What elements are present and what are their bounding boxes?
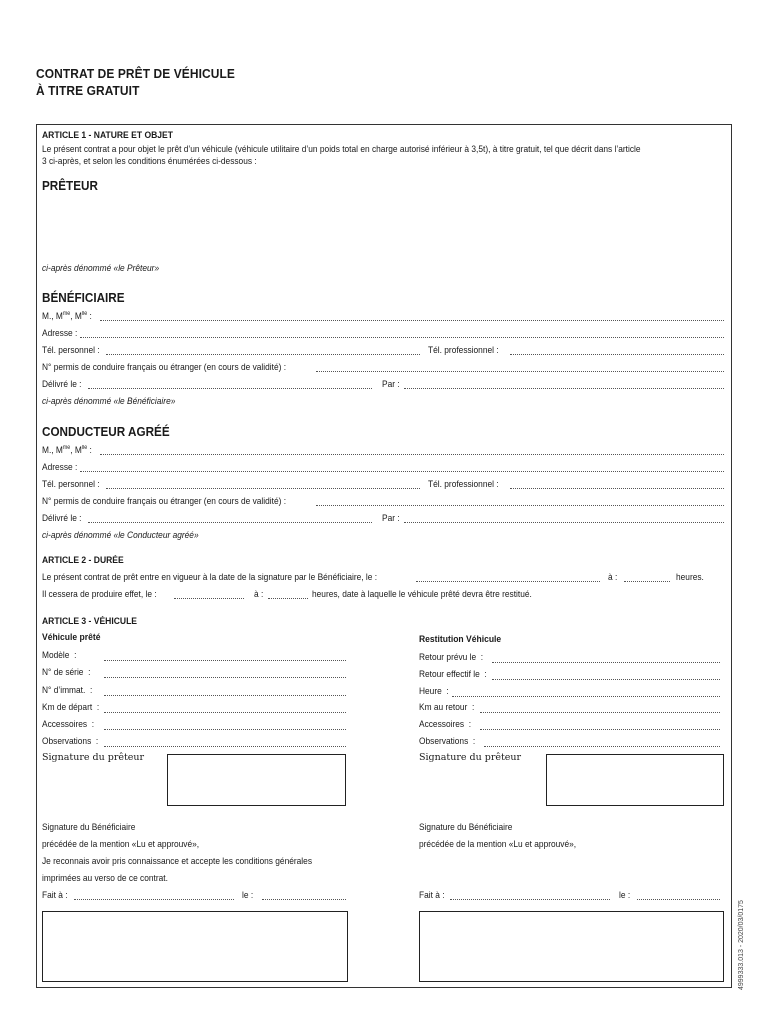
left-preteur-signature-label: Signature du prêteur xyxy=(42,752,145,763)
conducteur-tel-perso-field[interactable] xyxy=(106,488,420,489)
vehicle-km-depart-field[interactable] xyxy=(104,712,346,713)
vehicle-accessoires-field[interactable] xyxy=(104,729,346,730)
restitution-field-label: Retour effectif le : xyxy=(419,669,487,680)
right-beneficiaire-signature-box[interactable] xyxy=(419,911,724,982)
document-title-line2: À TITRE GRATUIT xyxy=(36,83,140,98)
right-le-label: le : xyxy=(619,890,631,901)
article2-line1-a: à : xyxy=(608,572,618,583)
beneficiaire-heading: BÉNÉFICIAIRE xyxy=(42,290,125,305)
beneficiaire-permis-label: N° permis de conduire français ou étranger (en cours de validité) : xyxy=(42,362,287,373)
beneficiaire-tel-pro-label: Tél. professionnel : xyxy=(428,345,499,356)
article2-end-date-field[interactable] xyxy=(174,598,244,599)
restitution-retour-effectif-field[interactable] xyxy=(492,679,720,680)
article2-heading: ARTICLE 2 - DURÉE xyxy=(42,555,124,566)
conducteur-delivre-label: Délivré le : xyxy=(42,513,82,524)
beneficiaire-civility-field[interactable] xyxy=(100,320,724,321)
vehicle-field-label: Observations : xyxy=(42,736,99,747)
left-beneficiaire-sig-line2: précédée de la mention «Lu et approuvé», xyxy=(42,839,200,850)
restitution-retour-prevu-field[interactable] xyxy=(492,662,720,663)
beneficiaire-par-label: Par : xyxy=(382,379,400,390)
preteur-field-area[interactable] xyxy=(42,198,722,258)
article2-line2-a: à : xyxy=(254,589,264,600)
left-preteur-signature-box[interactable] xyxy=(167,754,346,806)
restitution-heading: Restitution Véhicule xyxy=(419,634,502,645)
vehicle-field-label: Km de départ : xyxy=(42,702,100,713)
vehicle-serie-field[interactable] xyxy=(104,677,346,678)
beneficiaire-address-label: Adresse : xyxy=(42,328,78,339)
document-title-line1: CONTRAT DE PRÊT DE VÉHICULE xyxy=(36,66,235,81)
beneficiaire-address-field[interactable] xyxy=(80,337,724,338)
restitution-field-label: Retour prévu le : xyxy=(419,652,484,663)
beneficiaire-permis-field[interactable] xyxy=(316,371,724,372)
conducteur-address-label: Adresse : xyxy=(42,462,78,473)
beneficiaire-tel-perso-label: Tél. personnel : xyxy=(42,345,100,356)
beneficiaire-civility-label: M., $M^{me}$, $M^{lle}$ : xyxy=(42,311,92,323)
restitution-field-label: Km au retour : xyxy=(419,702,475,713)
restitution-observations-field[interactable] xyxy=(484,746,720,747)
restitution-accessoires-field[interactable] xyxy=(480,729,720,730)
conducteur-par-label: Par : xyxy=(382,513,400,524)
restitution-heure-field[interactable] xyxy=(452,696,720,697)
beneficiaire-note: ci-après dénommé «le Bénéficiaire» xyxy=(42,396,176,407)
right-fait-a-field[interactable] xyxy=(450,899,610,900)
preteur-heading: PRÊTEUR xyxy=(42,178,98,193)
right-preteur-signature-label: Signature du prêteur xyxy=(419,752,522,763)
restitution-field-label: Heure : xyxy=(419,686,449,697)
article1-text-2: 3 ci-après, et selon les conditions énumérées ci-dessous : xyxy=(42,156,257,167)
article2-line2-end: heures, date à laquelle le véhicule prêté devra être restitué. xyxy=(312,589,532,600)
left-beneficiaire-sig-line3: Je reconnais avoir pris connaissance et accepte les conditions générales xyxy=(42,856,313,867)
article2-line2-text: Il cessera de produire effet, le : xyxy=(42,589,157,600)
right-preteur-signature-box[interactable] xyxy=(546,754,724,806)
left-beneficiaire-signature-box[interactable] xyxy=(42,911,348,982)
document-reference: 4999333.013 - 2020/03/0175 xyxy=(738,900,745,990)
left-le-label: le : xyxy=(242,890,254,901)
article1-heading: ARTICLE 1 - NATURE ET OBJET xyxy=(42,130,173,141)
conducteur-note: ci-après dénommé «le Conducteur agréé» xyxy=(42,530,199,541)
article2-end-hour-field[interactable] xyxy=(268,598,308,599)
article2-line1-text: Le présent contrat de prêt entre en vigueur à la date de la signature par le Bénéficiaire, le : xyxy=(42,572,378,583)
vehicule-prete-heading: Véhicule prêté xyxy=(42,632,101,643)
beneficiaire-delivre-label: Délivré le : xyxy=(42,379,82,390)
left-beneficiaire-sig-line4: imprimées au verso de ce contrat. xyxy=(42,873,168,884)
conducteur-heading: CONDUCTEUR AGRÉÉ xyxy=(42,424,170,439)
beneficiaire-delivre-field[interactable] xyxy=(88,388,372,389)
left-le-field[interactable] xyxy=(262,899,346,900)
beneficiaire-par-field[interactable] xyxy=(404,388,724,389)
conducteur-tel-perso-label: Tél. personnel : xyxy=(42,479,100,490)
vehicle-modele-field[interactable] xyxy=(104,660,346,661)
restitution-field-label: Observations : xyxy=(419,736,476,747)
vehicle-field-label: N° d’immat. : xyxy=(42,685,93,696)
article2-line1-end: heures. xyxy=(676,572,704,583)
vehicle-field-label: Modèle : xyxy=(42,650,77,661)
right-le-field[interactable] xyxy=(637,899,720,900)
conducteur-civility-field[interactable] xyxy=(100,454,724,455)
vehicle-field-label: N° de série : xyxy=(42,667,91,678)
vehicle-immat-field[interactable] xyxy=(104,695,346,696)
right-fait-a-label: Fait à : xyxy=(419,890,445,901)
article3-heading: ARTICLE 3 - VÉHICULE xyxy=(42,616,138,627)
restitution-km-retour-field[interactable] xyxy=(480,712,720,713)
conducteur-permis-label: N° permis de conduire français ou étranger (en cours de validité) : xyxy=(42,496,287,507)
left-fait-a-label: Fait à : xyxy=(42,890,68,901)
left-beneficiaire-sig-line1: Signature du Bénéficiaire xyxy=(42,822,136,833)
conducteur-tel-pro-label: Tél. professionnel : xyxy=(428,479,499,490)
article1-text-1: Le présent contrat a pour objet le prêt d’un véhicule (véhicule utilitaire d’un poids total en charge autorisé inférieur à 3,5t), à titre gratuit, tel que décrit dans l’article xyxy=(42,144,641,155)
conducteur-address-field[interactable] xyxy=(80,471,724,472)
conducteur-permis-field[interactable] xyxy=(316,505,724,506)
right-beneficiaire-sig-line1: Signature du Bénéficiaire xyxy=(419,822,513,833)
restitution-field-label: Accessoires : xyxy=(419,719,472,730)
conducteur-tel-pro-field[interactable] xyxy=(510,488,724,489)
conducteur-delivre-field[interactable] xyxy=(88,522,372,523)
left-fait-a-field[interactable] xyxy=(74,899,234,900)
preteur-note: ci-après dénommé «le Prêteur» xyxy=(42,263,160,274)
beneficiaire-tel-perso-field[interactable] xyxy=(106,354,420,355)
vehicle-field-label: Accessoires : xyxy=(42,719,95,730)
article2-start-date-field[interactable] xyxy=(416,581,600,582)
beneficiaire-tel-pro-field[interactable] xyxy=(510,354,724,355)
article2-start-hour-field[interactable] xyxy=(624,581,670,582)
conducteur-civility-label: M., $M^{me}$, $M^{lle}$ : xyxy=(42,445,92,457)
vehicle-observations-field[interactable] xyxy=(104,746,346,747)
conducteur-par-field[interactable] xyxy=(404,522,724,523)
right-beneficiaire-sig-line2: précédée de la mention «Lu et approuvé», xyxy=(419,839,577,850)
